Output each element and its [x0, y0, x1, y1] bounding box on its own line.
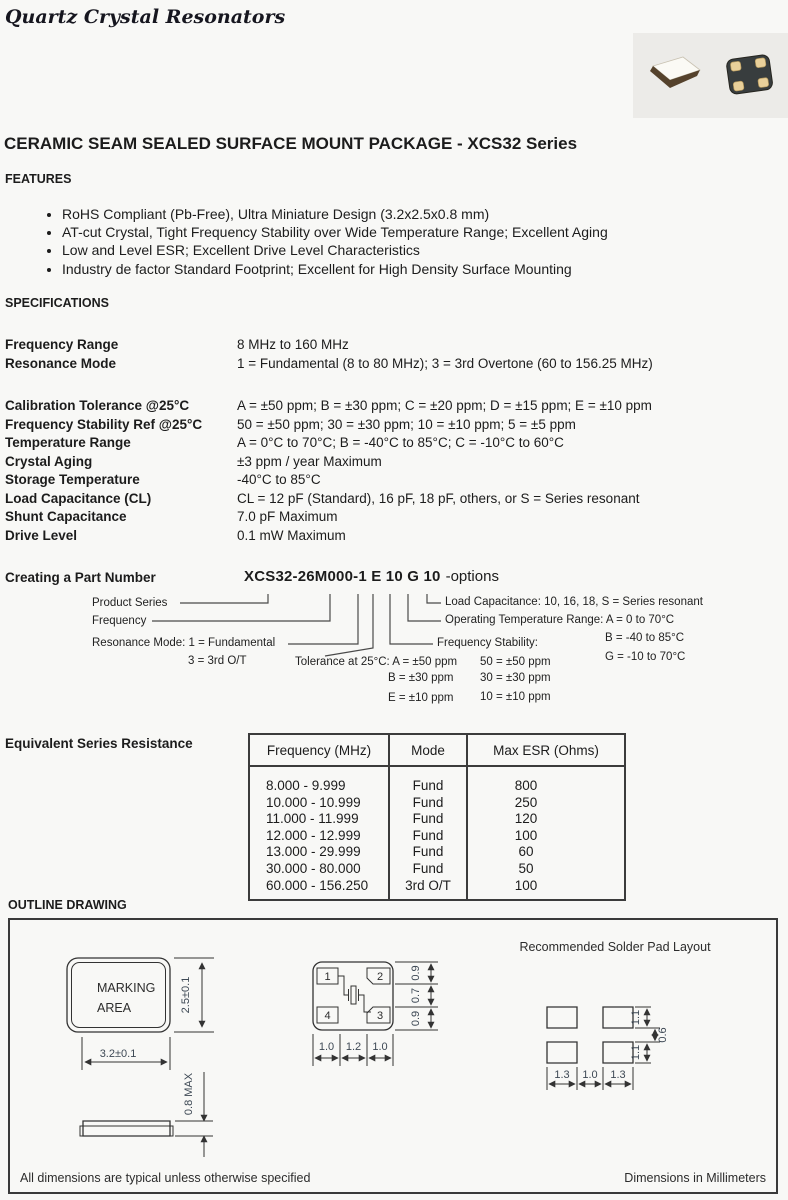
features-heading: FEATURES	[5, 172, 72, 186]
dim-bottom-right: 1.0	[372, 1041, 388, 1053]
crystal-lid-photo	[650, 57, 700, 88]
dim-solder-gap: 0.6	[657, 1027, 669, 1043]
pn-label-load-cap: Load Capacitance: 10, 16, 18, S = Series resonant	[445, 596, 703, 608]
spec-value: A = 0°C to 70°C; B = -40°C to 85°C; C = -10°C to 60°C	[237, 435, 564, 450]
side-profile	[83, 1121, 170, 1136]
package-side-view	[80, 1072, 213, 1157]
spec-row	[5, 397, 785, 416]
outline-drawing	[10, 920, 776, 1192]
spec-label: Crystal Aging	[5, 453, 93, 469]
spec-label: Temperature Range	[5, 435, 131, 450]
pn-label-stability-30: 30 = ±30 ppm	[480, 672, 551, 684]
spec-value: 50 = ±50 ppm; 30 = ±30 ppm; 10 = ±10 ppm; 5 = ±5 ppm	[237, 416, 576, 432]
spec-row	[5, 527, 785, 546]
esr-max: 120	[467, 811, 625, 828]
package-top-view	[67, 958, 214, 1070]
dim-solder-width-left: 1.3	[554, 1069, 570, 1081]
pn-label-op-temp-b: B = -40 to 85°C	[605, 632, 685, 644]
esr-mode: 3rd O/T	[389, 878, 467, 895]
page-title: CERAMIC SEAM SEALED SURFACE MOUNT PACKAGE - XCS32 Series	[4, 134, 578, 153]
outline-drawing-box	[8, 918, 778, 1194]
pn-label-stability: Frequency Stability:	[437, 637, 538, 649]
dimensions-unit-note: Dimensions in Millimeters	[624, 1171, 766, 1185]
solder-pad-layout	[519, 940, 711, 1090]
table-row	[249, 878, 625, 895]
package-lid-outline	[72, 963, 166, 1028]
spec-row	[5, 416, 785, 435]
crystal-body-photo	[726, 54, 773, 95]
pn-label-stability-10: 10 = ±10 ppm	[480, 691, 551, 703]
spec-label: Drive Level	[5, 527, 78, 543]
spec-value: A = ±50 ppm; B = ±30 ppm; C = ±20 ppm; D = ±15 ppm; E = ±10 ppm	[237, 398, 652, 413]
outline-footnote: All dimensions are typical unless otherwise specified	[20, 1171, 311, 1185]
esr-col-mode: Mode	[389, 734, 467, 766]
dimension-bottom-width	[313, 1034, 393, 1066]
esr-max: 100	[467, 828, 625, 845]
product-photo-image	[633, 33, 788, 118]
dim-package-width: 3.2±0.1	[99, 1048, 137, 1060]
spec-row	[5, 336, 785, 355]
product-photo	[633, 33, 788, 118]
pn-label-frequency: Frequency	[92, 615, 147, 627]
dim-solder-width-right: 1.3	[610, 1069, 626, 1081]
dim-pad-row-bottom: 0.9	[410, 1010, 422, 1027]
callout-line-product-series	[180, 594, 268, 603]
crystal-symbol	[338, 976, 371, 1012]
spec-label: Storage Temperature	[5, 472, 140, 487]
specifications-heading: SPECIFICATIONS	[5, 296, 109, 310]
pad-1-number: 1	[324, 971, 331, 983]
pad-3-number: 3	[376, 1010, 384, 1022]
esr-frequency: 60.000 - 156.250	[266, 877, 369, 893]
spec-label: Frequency Range	[5, 337, 119, 352]
esr-mode: Fund	[389, 811, 467, 828]
spec-label: Calibration Tolerance @25°C	[5, 398, 190, 413]
esr-mode: Fund	[389, 861, 467, 878]
table-row	[249, 778, 625, 795]
dim-package-height: 2.5±0.1	[180, 976, 192, 1014]
spec-row	[5, 355, 785, 374]
callout-line-load-cap	[427, 594, 441, 603]
dim-bottom-left: 1.0	[318, 1041, 335, 1053]
callout-line-resonance-mode	[288, 594, 358, 644]
esr-mode: Fund	[389, 844, 467, 861]
pad-4-number: 4	[324, 1010, 331, 1022]
part-number-suffix: -options	[445, 568, 499, 585]
esr-frequency: 11.000 - 11.999	[266, 811, 359, 827]
side-pad-left	[80, 1126, 83, 1136]
part-number-code: XCS32-26M000-1 E 10 G 10	[244, 568, 441, 585]
spec-label: Shunt Capacitance	[5, 509, 127, 524]
pn-label-tolerance-b: B = ±30 ppm	[388, 672, 454, 684]
dim-bottom-center: 1.2	[345, 1041, 362, 1053]
esr-col-esr: Max ESR (Ohms)	[467, 734, 625, 766]
dim-pad-gap: 0.7	[410, 987, 422, 1004]
esr-frequency: 12.000 - 12.999	[266, 827, 361, 843]
table-row	[249, 795, 625, 812]
solder-dims-bottom	[547, 1067, 633, 1090]
dimension-bottom-right	[395, 962, 438, 1030]
dim-package-thickness: 0.8 MAX	[183, 1072, 195, 1116]
dimension-package-thickness	[175, 1072, 213, 1157]
pad-2-number: 2	[376, 971, 384, 983]
feature-item: • Low and Level ESR; Excellent Drive Level Characteristics	[62, 241, 608, 259]
spec-row	[5, 471, 785, 490]
solder-dims-right	[630, 1007, 669, 1063]
esr-max: 100	[467, 878, 625, 895]
spec-row	[5, 434, 785, 453]
pn-label-tolerance: Tolerance at 25°C: A = ±50 ppm	[295, 656, 458, 668]
esr-heading: Equivalent Series Resistance	[5, 736, 193, 751]
esr-max: 250	[467, 795, 625, 812]
brand-title: Quartz Crystal Resonators	[5, 6, 286, 28]
esr-frequency: 10.000 - 10.999	[266, 794, 361, 810]
pn-label-op-temp: Operating Temperature Range: A = 0 to 70°C	[445, 614, 675, 626]
solder-pad-tr	[603, 1007, 633, 1028]
esr-max: 50	[467, 861, 625, 878]
dim-solder-pad-height-bottom: 1.1	[630, 1044, 642, 1061]
dimension-package-width	[82, 1037, 170, 1070]
side-pad-right	[170, 1126, 173, 1136]
pn-label-resonance-mode: Resonance Mode: 1 = Fundamental	[92, 637, 276, 649]
solder-pad-title: Recommended Solder Pad Layout	[519, 940, 711, 954]
spec-label: Resonance Mode	[5, 355, 117, 371]
table-spacer-row	[249, 766, 625, 778]
marking-area-label-2: AREA	[97, 1001, 132, 1015]
pn-label-tolerance-e: E = ±10 ppm	[388, 692, 454, 704]
spec-value: 1 = Fundamental (8 to 80 MHz); 3 = 3rd Overtone (60 to 156.25 MHz)	[237, 355, 653, 371]
pn-label-op-temp-g: G = -10 to 70°C	[605, 651, 686, 663]
marking-area-label-1: MARKING	[97, 981, 156, 995]
part-number-heading: Creating a Part Number	[5, 570, 156, 585]
solder-pad-br	[603, 1042, 633, 1063]
features-list	[0, 205, 608, 278]
esr-mode: Fund	[389, 828, 467, 845]
table-row	[249, 844, 625, 861]
esr-max: 800	[467, 778, 625, 795]
esr-mode: Fund	[389, 795, 467, 812]
spec-value: CL = 12 pF (Standard), 16 pF, 18 pF, others, or S = Series resonant	[237, 490, 640, 506]
spec-row	[5, 490, 785, 509]
esr-col-frequency: Frequency (MHz)	[249, 734, 389, 766]
feature-item: • Industry de factor Standard Footprint; Excellent for High Density Surface Mounting	[62, 260, 608, 278]
callout-line-frequency	[152, 594, 330, 621]
table-row	[249, 811, 625, 828]
pn-label-product-series: Product Series	[92, 597, 168, 609]
pn-label-stability-50: 50 = ±50 ppm	[480, 656, 551, 668]
spec-value: 0.1 mW Maximum	[237, 527, 346, 543]
spec-value: ±3 ppm / year Maximum	[237, 453, 382, 469]
pn-label-resonance-mode2: 3 = 3rd O/T	[188, 655, 247, 667]
solder-pad-tl	[547, 1007, 577, 1028]
table-spacer-row	[249, 894, 625, 900]
esr-table	[248, 733, 626, 901]
feature-item: • RoHS Compliant (Pb-Free), Ultra Miniature Design (3.2x2.5x0.8 mm)	[62, 205, 608, 223]
callout-line-op-temp	[408, 594, 441, 621]
table-row	[249, 828, 625, 845]
esr-header-row	[249, 734, 625, 766]
spec-label: Load Capacitance (CL)	[5, 490, 152, 506]
dim-pad-row-top: 0.9	[410, 965, 422, 981]
spec-value: -40°C to 85°C	[237, 472, 321, 487]
package-bottom-view	[313, 962, 438, 1066]
solder-pad-bl	[547, 1042, 577, 1063]
spec-row	[5, 453, 785, 472]
feature-item: • AT-cut Crystal, Tight Frequency Stability over Wide Temperature Range; Excellent Aging	[62, 223, 608, 241]
table-row	[249, 861, 625, 878]
dim-solder-pad-height-top: 1.1	[630, 1009, 642, 1026]
dimension-package-height	[174, 958, 214, 1032]
outline-heading: OUTLINE DRAWING	[8, 898, 127, 912]
spec-row	[5, 508, 785, 527]
callout-line-tolerance	[325, 594, 373, 656]
esr-frequency: 30.000 - 80.000	[266, 860, 361, 876]
esr-frequency: 13.000 - 29.999	[266, 844, 361, 860]
esr-mode: Fund	[389, 778, 467, 795]
esr-max: 60	[467, 844, 625, 861]
specifications-list	[5, 336, 785, 545]
spec-value: 8 MHz to 160 MHz	[237, 337, 349, 352]
dim-solder-width-center: 1.0	[582, 1069, 598, 1081]
spec-label: Frequency Stability Ref @25°C	[5, 416, 203, 432]
package-outline	[67, 958, 170, 1032]
esr-frequency: 8.000 - 9.999	[266, 778, 346, 793]
spec-value: 7.0 pF Maximum	[237, 509, 338, 524]
